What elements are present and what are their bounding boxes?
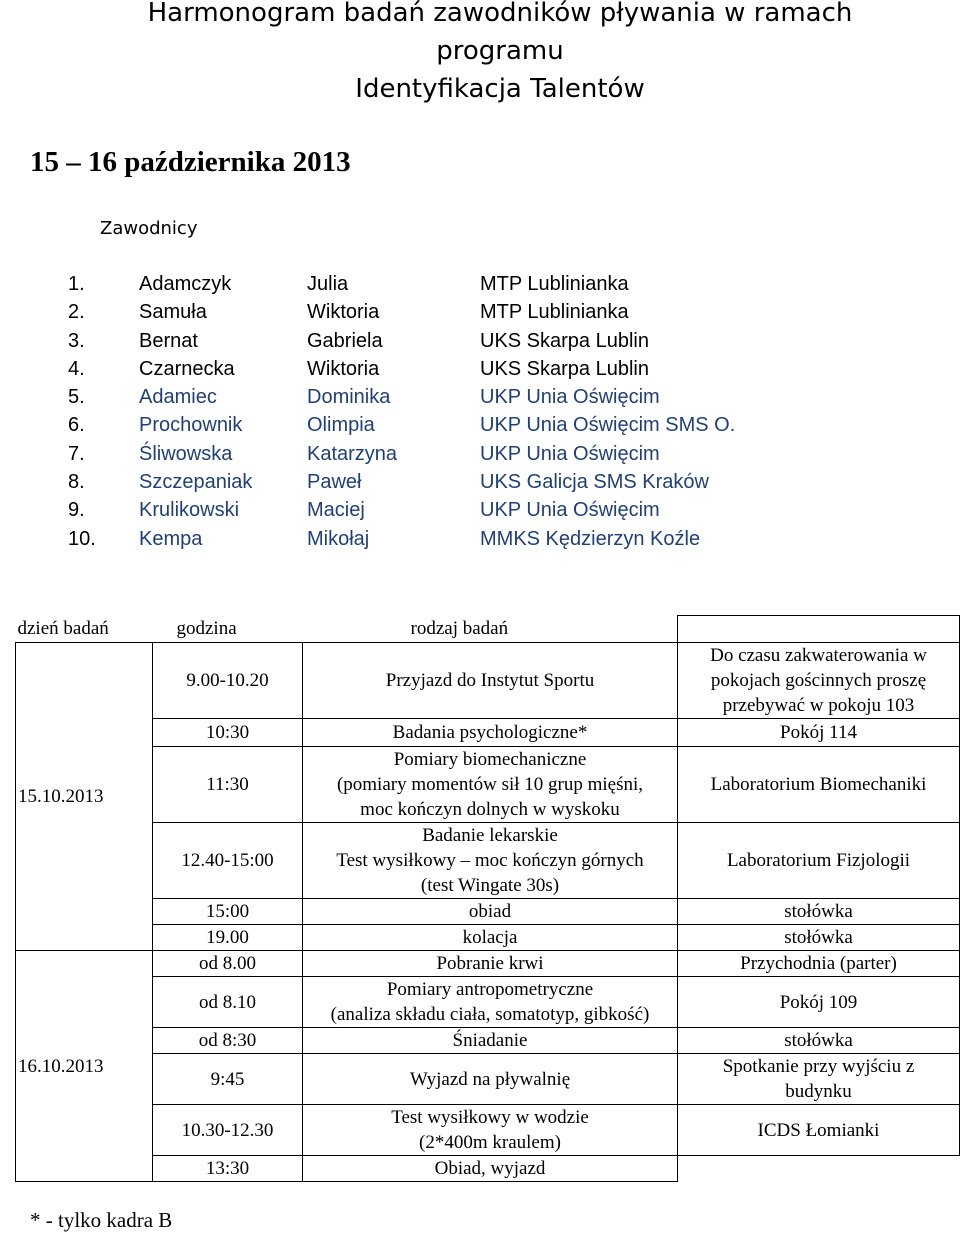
location-line: Spotkanie przy wyjściu z	[722, 1056, 915, 1077]
athlete-first-name: Olimpia	[307, 414, 375, 437]
schedule-time: 10.30-12.30	[153, 1105, 303, 1156]
schedule-location	[678, 1028, 960, 1054]
location-line: Do czasu zakwaterowania w	[710, 645, 927, 666]
athlete-club: MTP Lublinianka	[480, 273, 629, 295]
athlete-surname: Śliwowska	[139, 442, 233, 465]
athlete-number: 1.	[68, 273, 85, 295]
athlete-surname: Samuła	[139, 301, 207, 324]
schedule-day: 16.10.2013	[16, 951, 153, 1182]
schedule-location	[678, 899, 960, 925]
athlete-surname: Czarnecka	[139, 357, 235, 380]
activity-line: Pomiary antropometryczne	[386, 979, 594, 1000]
header-day: dzień badań	[17, 618, 109, 640]
schedule-activity	[303, 719, 678, 747]
activity-line: (2*400m kraulem)	[419, 1132, 561, 1153]
athlete-surname: Adamczyk	[139, 273, 232, 295]
schedule-time: 13:30	[153, 1156, 303, 1182]
athlete-club: UKP Unia Oświęcim SMS O.	[480, 414, 736, 437]
athlete-first-name: Wiktoria	[307, 301, 380, 324]
athlete-surname: Kempa	[139, 527, 203, 550]
athlete-first-name: Dominika	[307, 386, 391, 409]
schedule-activity	[303, 899, 678, 925]
location-line: stołówka	[784, 901, 853, 922]
schedule-location	[678, 925, 960, 951]
athlete-club: MTP Lublinianka	[480, 301, 629, 324]
activity-line: obiad	[468, 901, 512, 922]
schedule-time: 11:30	[153, 747, 303, 823]
schedule-day: 15.10.2013	[16, 643, 153, 951]
activity-line: moc kończyn dolnych w wyskoku	[360, 799, 620, 820]
schedule-activity	[303, 925, 678, 951]
activity-line: kolacja	[462, 927, 518, 948]
header-time: godzina	[176, 618, 237, 640]
schedule-location	[678, 977, 960, 1028]
athlete-surname: Krulikowski	[139, 499, 240, 522]
location-line: Laboratorium Biomechaniki	[710, 774, 927, 795]
athlete-number: 5.	[68, 386, 85, 409]
athlete-number: 9.	[68, 499, 85, 522]
schedule-row	[16, 1028, 960, 1054]
athlete-club: UKS Galicja SMS Kraków	[480, 471, 709, 494]
athlete-club: UKP Unia Oświęcim	[480, 499, 660, 522]
schedule-location	[678, 1054, 960, 1105]
location-line: stołówka	[784, 927, 853, 948]
athlete-number: 3.	[68, 329, 85, 352]
athlete-surname: Bernat	[139, 329, 198, 352]
schedule-activity	[303, 643, 678, 719]
schedule-row	[16, 1105, 960, 1156]
athlete-first-name: Gabriela	[307, 329, 383, 352]
athlete-club: UKP Unia Oświęcim	[480, 386, 660, 409]
schedule-row	[16, 719, 960, 747]
athlete-number: 10.	[68, 527, 96, 550]
schedule-row	[16, 643, 960, 719]
activity-line: Badania psychologiczne*	[392, 722, 588, 743]
location-line: stołówka	[784, 1030, 853, 1051]
schedule-row	[16, 925, 960, 951]
athlete-club: MMKS Kędzierzyn Koźle	[480, 527, 701, 550]
athlete-first-name: Paweł	[307, 471, 362, 494]
schedule-header-row	[16, 616, 960, 643]
activity-line: Pomiary biomechaniczne	[393, 749, 587, 770]
title-line-3: Identyfikacja Talentów	[355, 74, 645, 104]
location-line: budynku	[785, 1081, 852, 1102]
schedule-time: 12.40-15:00	[153, 823, 303, 899]
schedule-time: 19.00	[153, 925, 303, 951]
schedule-activity	[303, 977, 678, 1028]
activity-line: (pomiary momentów sił 10 grup mięśni,	[336, 774, 644, 795]
schedule-table	[15, 615, 960, 1182]
schedule-time: 15:00	[153, 899, 303, 925]
activity-line: Test wysiłkowy – moc kończyn górnych	[336, 850, 644, 871]
activity-line: Obiad, wyjazd	[434, 1158, 546, 1179]
athlete-first-name: Katarzyna	[307, 442, 398, 465]
schedule-activity	[303, 951, 678, 977]
schedule-row	[16, 823, 960, 899]
location-line: Laboratorium Fizjologii	[726, 850, 911, 871]
schedule-row	[16, 1054, 960, 1105]
schedule-activity	[303, 823, 678, 899]
athlete-number: 2.	[68, 301, 85, 324]
schedule-activity	[303, 1105, 678, 1156]
schedule-location	[678, 1156, 960, 1182]
schedule-time: 9:45	[153, 1054, 303, 1105]
location-line: przebywać w pokoju 103	[722, 695, 915, 716]
athlete-first-name: Wiktoria	[307, 357, 380, 380]
schedule-row	[16, 747, 960, 823]
activity-line: (test Wingate 30s)	[420, 875, 560, 896]
athlete-surname: Adamiec	[139, 386, 217, 409]
schedule-location	[678, 643, 960, 719]
athlete-number: 7.	[68, 442, 85, 465]
athlete-surname: Szczepaniak	[139, 471, 253, 494]
schedule-location	[678, 719, 960, 747]
title-line-1: Harmonogram badań zawodników pływania w ramach	[147, 0, 853, 28]
schedule-activity	[303, 1054, 678, 1105]
athlete-surname: Prochownik	[139, 414, 243, 437]
athlete-first-name: Julia	[307, 273, 349, 295]
location-line: Przychodnia (parter)	[740, 953, 897, 974]
schedule-time: 9.00-10.20	[153, 643, 303, 719]
activity-line: Badanie lekarskie	[422, 825, 558, 846]
schedule-time: 10:30	[153, 719, 303, 747]
schedule-row	[16, 977, 960, 1028]
activity-line: Przyjazd do Instytut Sportu	[385, 670, 595, 691]
activity-line: Wyjazd na pływalnię	[409, 1068, 571, 1090]
schedule-location	[678, 1105, 960, 1156]
athlete-number: 4.	[68, 357, 85, 380]
schedule-location	[678, 747, 960, 823]
activity-line: Pobranie krwi	[436, 953, 544, 974]
event-date: 15 – 16 października 2013	[30, 146, 351, 178]
footnote: * - tylko kadra B	[30, 1208, 173, 1232]
activity-line: Śniadanie	[452, 1030, 528, 1051]
athlete-club: UKS Skarpa Lublin	[480, 329, 649, 352]
athlete-number: 6.	[68, 414, 85, 437]
athlete-club: UKS Skarpa Lublin	[480, 357, 649, 380]
schedule-location	[678, 823, 960, 899]
location-line: Pokój 114	[780, 722, 857, 743]
activity-line: Test wysiłkowy w wodzie	[391, 1107, 589, 1128]
schedule-row	[16, 951, 960, 977]
activity-line: (analiza składu ciała, somatotyp, gibkość)	[330, 1004, 650, 1025]
schedule-row	[16, 1156, 960, 1182]
location-line: Pokój 109	[779, 991, 858, 1013]
schedule-location	[678, 951, 960, 977]
schedule-activity	[303, 747, 678, 823]
athlete-number: 8.	[68, 471, 85, 494]
athlete-first-name: Mikołaj	[307, 527, 370, 550]
document-title	[0, 0, 960, 108]
header-type: rodzaj badań	[410, 618, 509, 640]
athletes-heading: Zawodnicy	[100, 218, 198, 239]
schedule-time: od 8.10	[153, 977, 303, 1028]
schedule-row	[16, 899, 960, 925]
schedule-activity	[303, 1156, 678, 1182]
schedule-time: od 8.00	[153, 951, 303, 977]
schedule-time: od 8:30	[153, 1028, 303, 1054]
location-line: ICDS Łomianki	[757, 1119, 880, 1141]
athlete-first-name: Maciej	[307, 499, 365, 522]
location-line: pokojach gościnnych proszę	[710, 670, 927, 691]
schedule-activity	[303, 1028, 678, 1054]
athlete-club: UKP Unia Oświęcim	[480, 442, 660, 465]
title-line-2: programu	[436, 36, 564, 66]
